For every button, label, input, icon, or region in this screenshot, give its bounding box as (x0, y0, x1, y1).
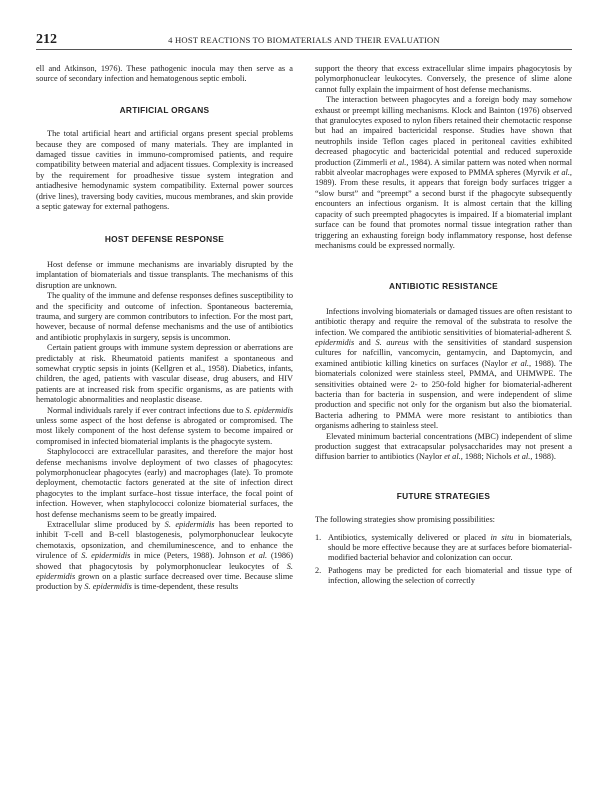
page-number: 212 (36, 32, 57, 47)
section-heading-host-defense: HOST DEFENSE RESPONSE (104, 234, 225, 245)
section-heading-antibiotic-resistance: ANTIBIOTIC RESISTANCE (389, 281, 498, 292)
paragraph: Host defense or immune mechanisms are invariably disrupted by the implantation of biomaterials and tissue transplants. The mechanisms of this disruption are unknown. (36, 259, 293, 290)
paragraph: Elevated minimum bacterial concentrations (MBC) independent of slime production suggest that extracapsular polysaccharides may not present a diffusion barrier to antibiotics (Naylor et al., 1988; Nichols et al., 1988). (315, 431, 572, 462)
paragraph: The following strategies show promising possibilities: (315, 515, 495, 525)
continued-paragraph: support the theory that excess extracellular slime impairs phagocytosis by polymorphonuclear leukocytes. Conversely, the presence of slime alone cannot fully explain the impairment of host defense mechanisms. (315, 64, 572, 94)
paragraph: The total artificial heart and artificial organs present special problems because they are composed of many materials. They are implanted in damaged tissue cavities in immuno-compromised patients, and require compatibility between material and adjacent tissues. Complexity is increased by the requirement for proadhesive tissue system integration and antiadhesive hemodynamic system compatibility. External power sources (drive lines), traversing body cavities, mucous membranes, and skin provide a septic gateway for external pathogens. (36, 129, 293, 212)
paragraph: Extracellular slime produced by S. epidermidis has been reported to inhibit T-cell and B-cell blastogenesis, polymorphonuclear leukocyte chemotaxis, opsonization, and chemiluminescence, and to enhance the virulence of S. epidermidis in mice (Peters, 1988). Johnson et al. (1986) showed that phagocytosis by polymorphonuclear leukocytes of S. epidermidis grown on a plastic surface decreased over time. Because slime production by S. epidermidis is time-dependent, these results (36, 520, 293, 592)
paragraph: Certain patient groups with immune system depression or aberrations are predictably at risk. Rheumatoid patients manifest a spontaneous and somewhat cryptic sepsis in joints (Kellgren et al., 1958). Diabetics, infants, children, the aged, patients with vascular disease, drug abusers, and HIV patients are at increased risk from specific organisms, as are patients with hematologic abnormalities and neoplastic disease. (36, 343, 293, 405)
left-column (36, 64, 293, 593)
header-rule (36, 49, 572, 50)
continued-paragraph: ell and Atkinson, 1976). These pathogenic inocula may then serve as a source of secondary infection and hematogenous septic emboli. (36, 64, 293, 84)
strategy-list (315, 533, 572, 587)
paragraph: Normal individuals rarely if ever contract infections due to S. epidermidis unless some aspect of the host defense is abrogated or compromised. The most likely component of the host defense system to become impaired or compromised in infected biomaterial implants is the phagocyte system. (36, 405, 293, 446)
paragraph: Infections involving biomaterials or damaged tissues are often resistant to antibiotic therapy and require the removal of the substrata to resolve the infection. We compared the antibiotic sensitivities of biomaterial-adherent S. epidermidis and S. aureus with the sensitivities of standard suspension cultures for nafcillin, vancomycin, gentamycin, and Daptomycin, and examined antibiotic killing kinetics on surfaces (Naylor et al., 1988). The biomaterials colonized were stainless steel, PMMA, and UHMWPE. The sensitivities obtained were 2- to 250-fold higher for biomaterial-adherent bacteria than for bacteria in suspension, and were independent of slime production and specific not only for the organism but also the biomaterial. Bacteria adhering to PMMA were more resistant to antibiotics than organisms adhering to stainless steel. (315, 306, 572, 431)
paragraph: The quality of the immune and defense responses defines susceptibility to and the specificity and outcome of infection. Spontaneous bacteremia, trauma, and surgery are common contributors to infection. For the most part, however, because of normal defense mechanisms and the use of antibiotics and antibiotic prophylaxis in surgery, sepsis is uncommon. (36, 291, 293, 342)
running-head: 4 HOST REACTIONS TO BIOMATERIALS AND THEIR EVALUATION (168, 35, 440, 45)
list-item: 1. Antibiotics, systemically delivered or placed in situ in biomaterials, should be more effective because they are at surfaces before biomaterial-modified bacterial behavior and colonization can occur. (315, 532, 572, 563)
page-header (36, 32, 572, 50)
paragraph: The interaction between phagocytes and a foreign body may somehow exhaust or preempt killing mechanisms. Klock and Bainton (1976) observed that granulocytes exposed to nylon fibers retained their chemotactic response but had an impaired bactericidal response. Studies have shown that neutrophils inside Teflon cages placed in peritoneal cavities exhibited decreased phagocytic and bactericidal potential and reduced superoxide production (Zimmerli et al., 1984). A similar pattern was noted when normal rabbit alveolar macrophages were exposed to PMMA spheres (Myrvik et al., 1989). From these results, it appears that foreign body surfaces trigger a “slow burst” and “preempt” a second burst if the phagocyte subsequently encounters an infectious organism. It is almost certain that the killing capacity of such preempted phagocytes is impaired. If a biomaterial implant surface can be found that promotes normal tissue integration rather than triggering an exhausting foreign body inflammatory response, host defense mechanisms could be expressed normally. (315, 95, 573, 250)
paragraph: Staphylococci are extracellular parasites, and therefore the major host defense mechanisms involve deployment of two classes of phagocytes: polymorphonuclear phagocytes (early) and macrophages (late). To promote deployment, chemotactic factors generated at the site of infection direct phagocytes to the implant surface–host tissue interface, the focal point of infection. However, when staphylococci colonize biomaterial surfaces, the host defense mechanisms seem to be greatly impaired. (36, 447, 293, 519)
section-heading-artificial-organs: ARTIFICIAL ORGANS (119, 104, 210, 115)
list-item: 2. Pathogens may be predicted for each biomaterial and tissue type of infection, allowing the selection of correctly (315, 565, 572, 586)
right-column (315, 64, 572, 587)
section-heading-future-strategies: FUTURE STRATEGIES (396, 490, 491, 501)
